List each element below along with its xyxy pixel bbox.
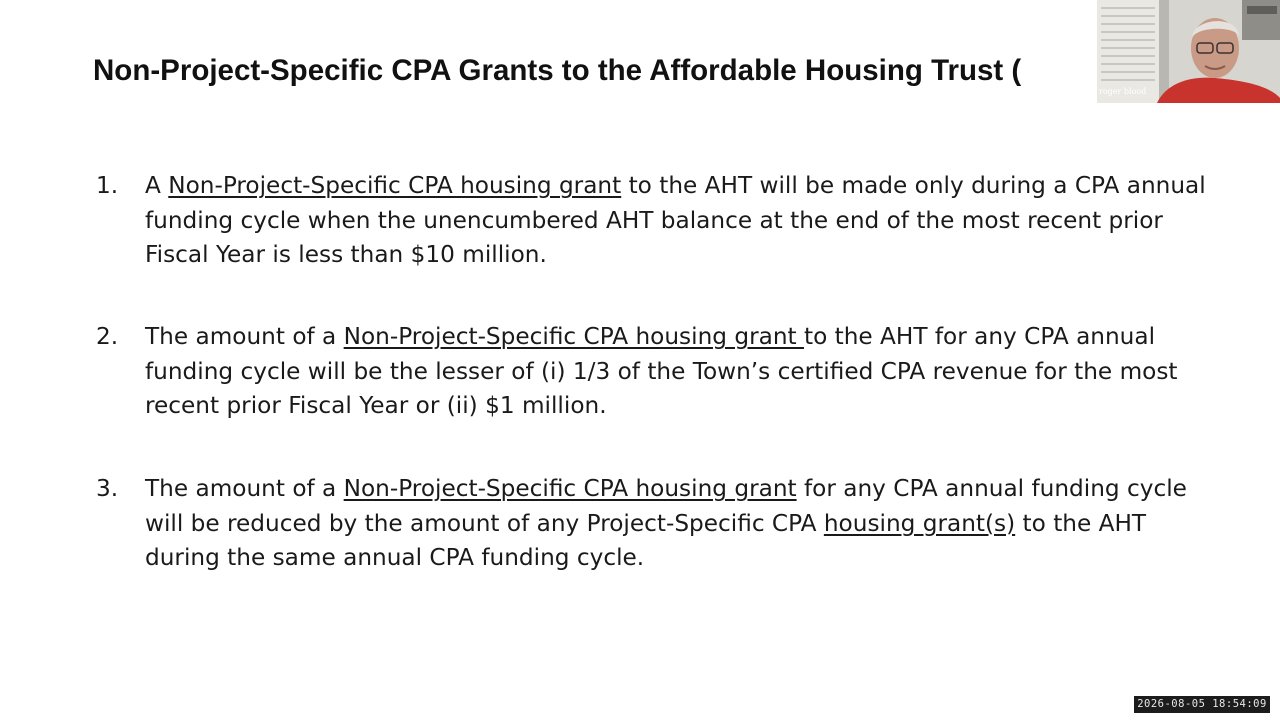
text-segment: to the AHT during the same annual CPA funding cycle. [145, 509, 1147, 571]
text-segment: for any CPA annual funding cycle will be reduced by the amount of any Project-Specific CPA [145, 475, 1187, 537]
list-item-text [145, 169, 1210, 273]
text-segment: A [145, 172, 169, 199]
text-segment: to the AHT for any CPA annual funding cycle will be the lesser of (i) 1/3 of the Town’s certified CPA revenue for the most recent prior Fiscal Year or (ii) $1 million. [145, 323, 1178, 419]
underlined-term: housing grant(s) [823, 509, 1016, 537]
text-segment: The amount of a [145, 323, 344, 350]
recording-timestamp: 2026-08-05 18:54:09 [1134, 696, 1270, 713]
list-item-number: 3. [96, 475, 119, 502]
underlined-term: Non-Project-Specific CPA housing grant [343, 475, 797, 502]
text-segment: to the AHT will be made only during a CPA annual funding cycle when the unencumbered AHT balance at the end of the most recent prior Fiscal Year is less than $10 million. [145, 172, 1206, 268]
list-item-number: 2. [96, 323, 119, 350]
list-item-number: 1. [96, 172, 119, 199]
participant-name-label: roger blood [1099, 87, 1147, 96]
underlined-term: Non-Project-Specific CPA housing grant [168, 172, 622, 199]
text-segment: The amount of a [145, 475, 344, 502]
list-item-text [145, 320, 1210, 424]
underlined-term: Non-Project-Specific CPA housing grant [343, 323, 804, 350]
list-item-text [145, 472, 1210, 576]
slide-title: Non-Project-Specific CPA Grants to the Affordable Housing Trust ( [93, 54, 1022, 87]
